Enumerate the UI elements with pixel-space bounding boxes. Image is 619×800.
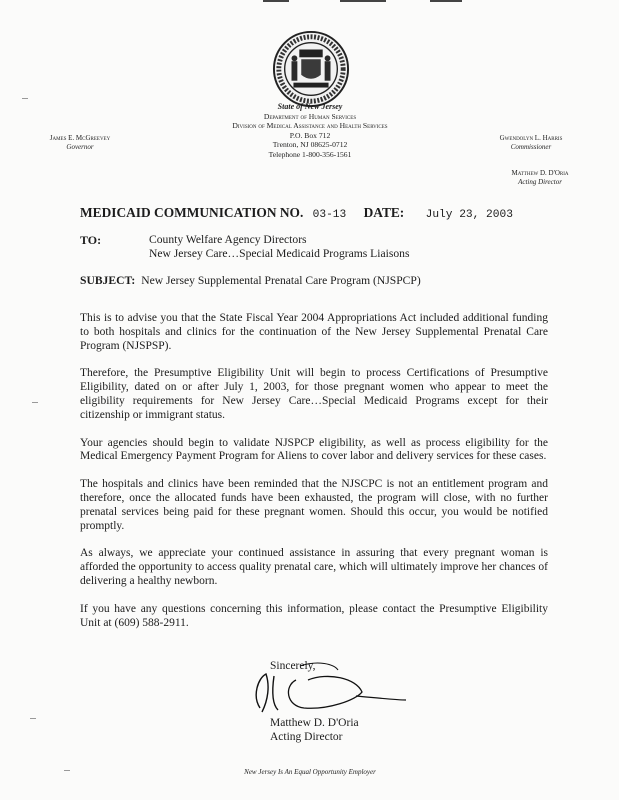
scan-edge-mark (430, 0, 462, 2)
po-box: P.O. Box 712 (289, 130, 331, 140)
director-title: Acting Director (518, 178, 562, 186)
telephone: Telephone 1-800-356-1561 (268, 149, 352, 159)
body-paragraph: The hospitals and clinics have been reminded that the NJSCPC is not an entitlement program and therefore, once the allocated funds have been exhausted, the program will close, with no further prenatal services being paid for these pregnant women. Should this occur, you would be notified promptly. (80, 478, 548, 532)
governor-name: James E. McGreevey (49, 134, 111, 142)
scan-speck (64, 770, 70, 771)
director-block (470, 169, 610, 187)
to-recipients (149, 233, 409, 261)
state-seal-icon (272, 30, 350, 108)
to-label: TO: (80, 233, 102, 247)
division-name: Division of Medical Assistance and Health Services (232, 121, 388, 131)
director-name: Matthew D. D'Oria (511, 169, 569, 177)
to-recipient: New Jersey Care…Special Medicaid Programs Liaisons (149, 247, 410, 260)
date-label: DATE: (363, 205, 405, 220)
subject-label: SUBJECT: (80, 274, 136, 287)
governor-block (30, 134, 130, 152)
body-paragraph: If you have any questions concerning this information, please contact the Presumptive Eligibility Unit at (609) 588-2911. (80, 602, 548, 629)
commissioner-block (476, 134, 586, 152)
commissioner-name: Gwendolyn L. Harris (499, 134, 563, 142)
body-paragraph: Your agencies should begin to validate NJSPCP eligibility, as well as process eligibility for the Medical Emergency Payment Program for Aliens to cover labor and delivery services for these cases. (80, 436, 548, 463)
date-value: July 23, 2003 (425, 209, 513, 221)
to-recipient: County Welfare Agency Directors (149, 233, 307, 246)
communication-label: MEDICAID COMMUNICATION NO. (80, 205, 304, 220)
subject-value: New Jersey Supplemental Prenatal Care Program (NJSPCP) (141, 274, 421, 287)
commissioner-title: Commissioner (510, 143, 552, 151)
body-paragraph: Therefore, the Presumptive Eligibility Unit will begin to process Certifications of Presumptive Eligibility, dated on or after July 1, 2003, for those pregnant women who appear to meet the eligibility requirements for New Jersey Care…Special Medicaid Programs except for their citizenship or immigrant status. (80, 367, 548, 421)
communication-header (80, 205, 513, 221)
department-name: Department of Human Services (263, 112, 357, 121)
signer-name: Matthew D. D'Oria (270, 717, 359, 729)
body-paragraph: As always, we appreciate your continued assistance in assuring that every pregnant woman is afforded the opportunity to access quality prenatal care, which will ultimately improve her chances of delivering a healthy newborn. (80, 547, 548, 587)
closing-salutation: Sincerely, (270, 660, 316, 672)
scan-speck (32, 402, 38, 403)
governor-title: Governor (66, 143, 94, 151)
letter-body (80, 312, 548, 644)
signer-title: Acting Director (270, 731, 343, 743)
communication-number: 03-13 (312, 209, 347, 221)
scan-edge-mark (263, 0, 289, 2)
handwritten-signature-icon (238, 656, 408, 716)
footer-text: New Jersey Is An Equal Opportunity Employer (244, 768, 376, 776)
scan-edge-mark (340, 0, 386, 2)
city-line: Trenton, NJ 08625-0712 (272, 140, 348, 150)
state-name: State of New Jersey (277, 102, 343, 111)
signer-block (270, 716, 359, 744)
scan-speck (22, 98, 28, 99)
scan-speck (30, 718, 36, 719)
subject-line (80, 274, 421, 287)
letterhead-address (180, 112, 440, 159)
body-paragraph: This is to advise you that the State Fiscal Year 2004 Appropriations Act included additional funding to both hospitals and clinics for the continuation of the New Jersey Supplemental Prenatal Care Program (NJSPSP). (80, 312, 548, 352)
